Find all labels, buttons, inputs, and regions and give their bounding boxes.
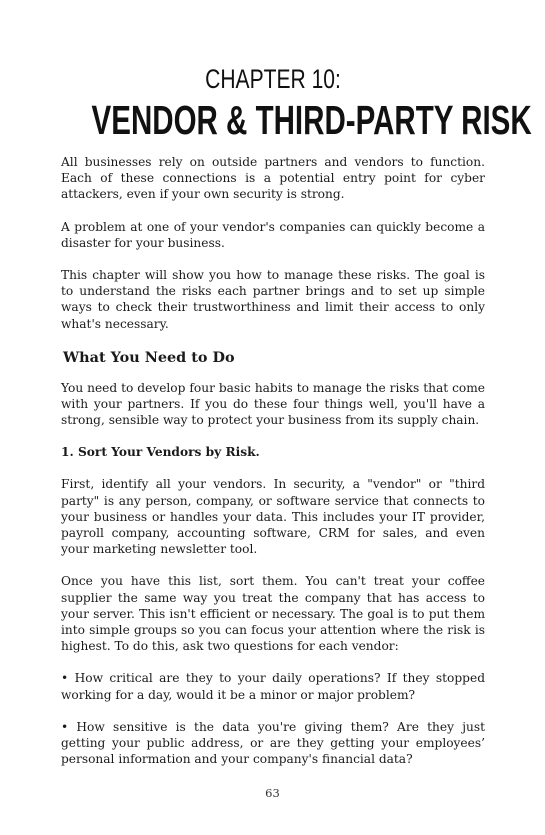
bullet-item-2: • How sensitive is the data you're giving them? Are they just getting your public address, or are they getting your employees’ personal information and your company's financial data? [61, 719, 485, 767]
chapter-body [61, 154, 485, 767]
intro-paragraph-3: This chapter will show you how to manage these risks. The goal is to understand the risks each partner brings and to set up simple ways to check their trustworthiness and limit their access to only what's necessary. [61, 268, 485, 331]
chapter-label: CHAPTER 10: [205, 64, 341, 94]
subsection-paragraph-2: Once you have this list, sort them. You can't treat your coffee supplier the same way you treat the company that has access to your server. This isn't efficient or necessary. The goal is to put them into simple groups so you can focus your attention where the risk is highest. To do this, ask two questions for each vendor: [61, 574, 485, 654]
section-paragraph: You need to develop four basic habits to manage the risks that come with your partners. If you do these four things well, you'll have a strong, sensible way to protect your business from its supply chain. [61, 380, 485, 428]
page-number: 63 [265, 786, 280, 800]
intro-paragraph-2: A problem at one of your vendor's companies can quickly become a disaster for your business. [61, 219, 485, 250]
subsection-heading: 1. Sort Your Vendors by Risk. [61, 445, 260, 460]
bullet-item-1: • How critical are they to your daily operations? If they stopped working for a day, would it be a minor or major problem? [61, 671, 485, 702]
intro-paragraph-1: All businesses rely on outside partners and vendors to function. Each of these connections is a potential entry point for cyber attackers, even if your own security is strong. [61, 155, 485, 202]
section-heading: What You Need to Do [63, 348, 235, 366]
subsection-paragraph-1: First, identify all your vendors. In security, a "vendor" or "third party" is any person, company, or software service that connects to your business or handles your data. This includes your IT provider, payroll company, accounting software, CRM for sales, and even your marketing newsletter tool. [61, 477, 485, 557]
chapter-title: VENDOR & THIRD-PARTY RISK [91, 97, 532, 143]
